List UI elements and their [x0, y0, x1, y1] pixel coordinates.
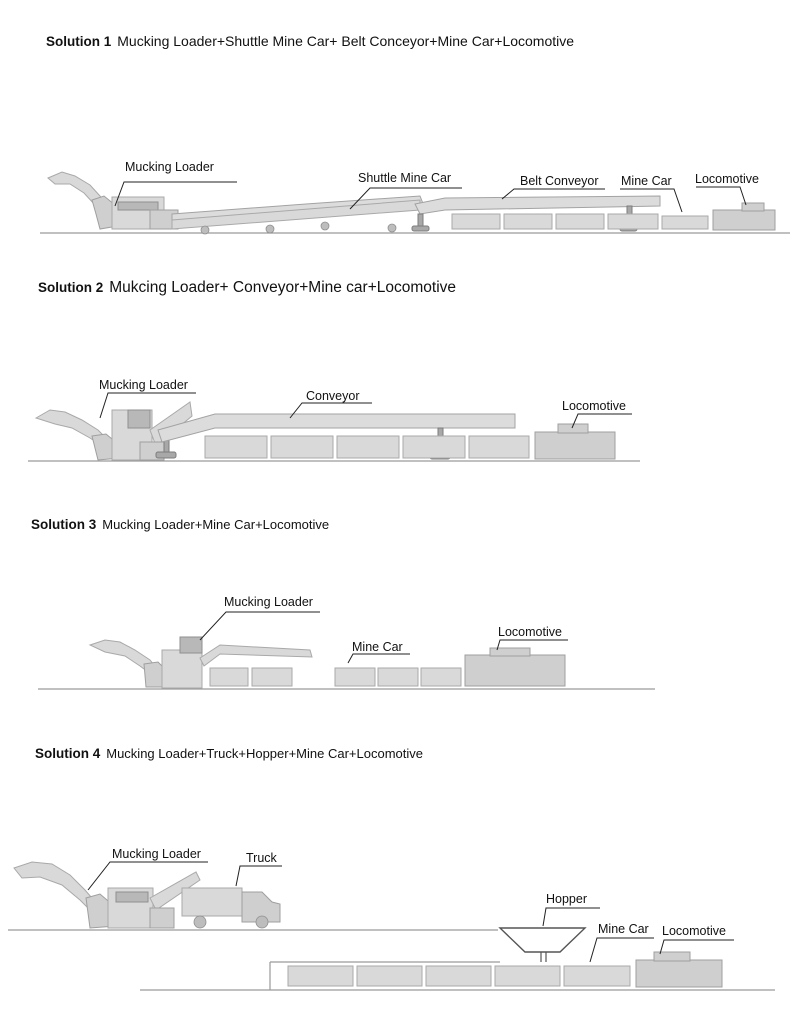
solution-1-number: Solution 1 — [46, 34, 112, 49]
shuttle-mine-car — [172, 196, 424, 234]
solution-3-diagram — [38, 595, 655, 689]
mine-car-train — [452, 214, 708, 229]
locomotive — [535, 424, 615, 459]
shuttle-mine-car-label: Shuttle Mine Car — [358, 171, 452, 185]
solution-4-number: Solution 4 — [35, 746, 101, 761]
mine-car-train — [205, 436, 529, 458]
mine-car-train-near — [210, 668, 292, 686]
solution-3-description: Mucking Loader+Mine Car+Locomotive — [102, 517, 330, 532]
mucking-loader-label: Mucking Loader — [224, 595, 313, 609]
mine-car-label: Mine Car — [598, 922, 649, 936]
locomotive — [713, 203, 775, 230]
truck — [182, 888, 280, 928]
solution-1-diagram — [40, 160, 790, 234]
belt-conveyor-label: Belt Conveyor — [520, 174, 599, 188]
mucking-loader — [48, 172, 178, 229]
minecar-leader-line — [590, 938, 654, 962]
mucking-loader — [14, 862, 200, 928]
mucking-loader-label: Mucking Loader — [125, 160, 214, 174]
hopper-label: Hopper — [546, 892, 587, 906]
hopper-leader-line — [543, 908, 600, 926]
solution-2-number: Solution 2 — [38, 280, 104, 295]
minecar-leader-line — [348, 654, 410, 663]
mine-car-label: Mine Car — [352, 640, 403, 654]
loader-leader-line — [200, 612, 320, 640]
solution-2-diagram — [28, 378, 640, 461]
locomotive-label: Locomotive — [695, 172, 759, 186]
mine-car-train — [335, 668, 461, 686]
mine-car-train — [288, 966, 630, 986]
locomotive — [465, 648, 565, 686]
locomotive-label: Locomotive — [662, 924, 726, 938]
locomotive-label: Locomotive — [562, 399, 626, 413]
hopper — [500, 928, 585, 962]
mucking-loader-label: Mucking Loader — [99, 378, 188, 392]
mine-car-label: Mine Car — [621, 174, 672, 188]
locomotive — [636, 952, 722, 987]
truck-leader-line — [236, 866, 282, 886]
solution-4-diagram — [8, 847, 775, 990]
solution-1-description: Mucking Loader+Shuttle Mine Car+ Belt Conceyor+Mine Car+Locomotive — [117, 33, 575, 49]
solution-3-number: Solution 3 — [31, 517, 97, 532]
locomotive-label: Locomotive — [498, 625, 562, 639]
conveyor-label: Conveyor — [306, 389, 360, 403]
solution-2-description: Mukcing Loader+ Conveyor+Mine car+Locomotive — [109, 279, 457, 296]
solution-4-description: Mucking Loader+Truck+Hopper+Mine Car+Locomotive — [106, 746, 423, 761]
loco-leader-line — [696, 187, 746, 205]
truck-label: Truck — [246, 851, 277, 865]
mucking-loader-label: Mucking Loader — [112, 847, 201, 861]
